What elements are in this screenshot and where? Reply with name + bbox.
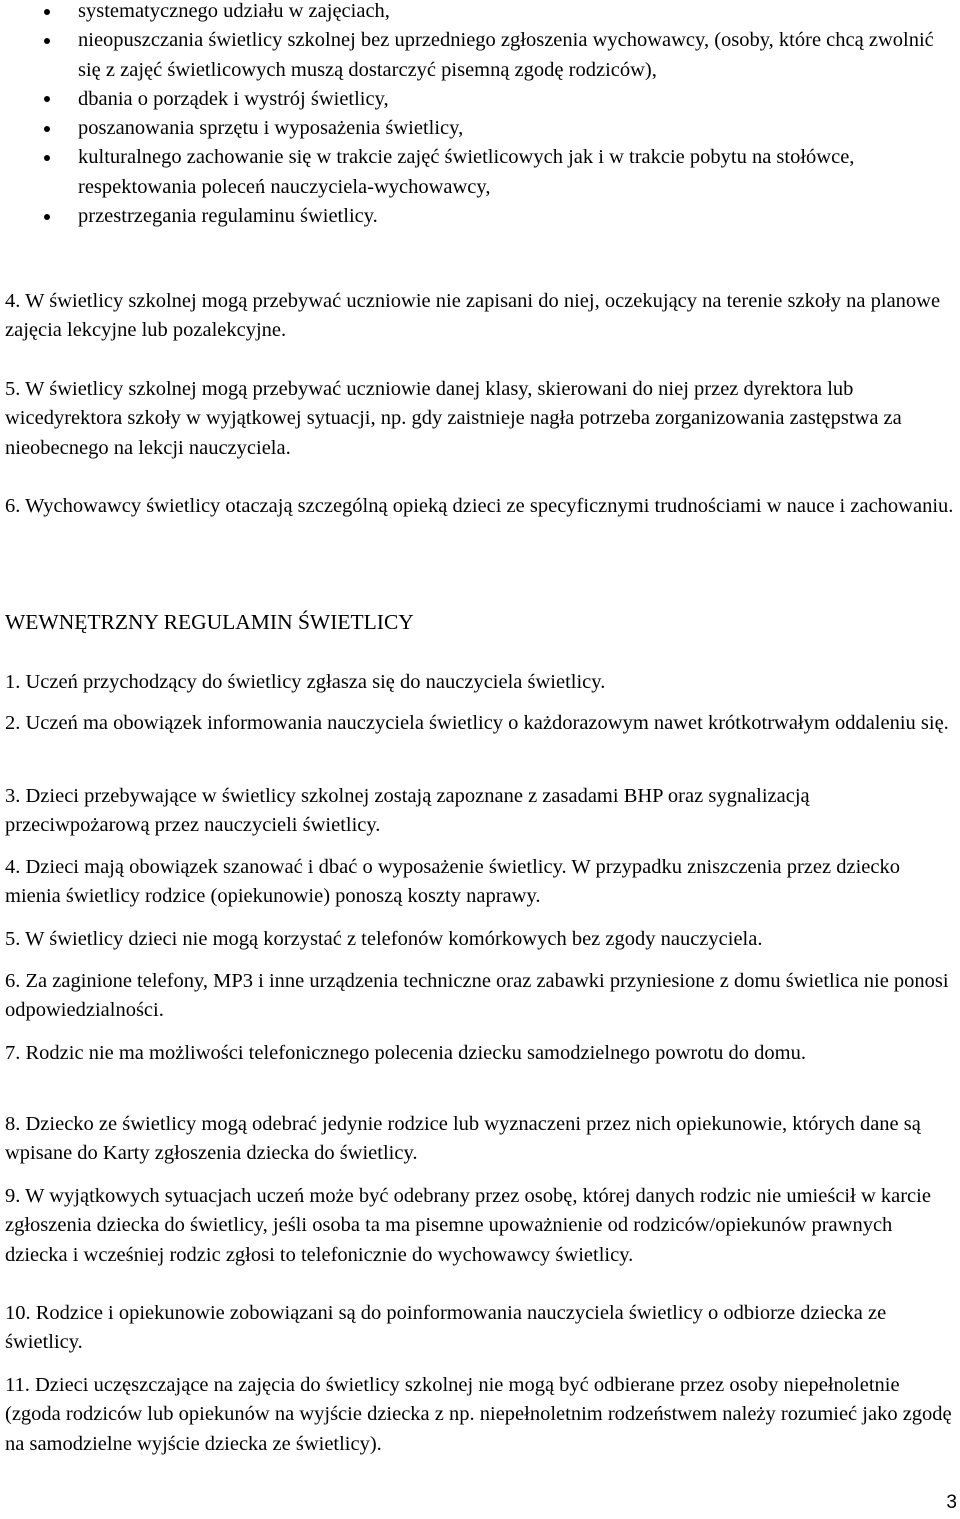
- bullet-item: [0, 202, 960, 231]
- rule-item: 11. Dzieci uczęszczające na zajęcia do świetlicy szkolnej nie mogą być odbierane przez osoby niepełnoletnie (zgoda rodziców lub opiekunów na wyjście dziecka z np. niepełnoletnim rodzeństwem należy rozumieć jako zgodę na samodzielne wyjście dziecka ze świetlicy).: [5, 1374, 952, 1455]
- rule-item: 7. Rodzic nie ma możliwości telefonicznego polecenia dziecku samodzielnego powrotu do domu.: [5, 1042, 806, 1064]
- paragraph-5: 5. W świetlicy szkolnej mogą przebywać uczniowie danej klasy, skierowani do niej przez dyrektora lub wicedyrektora szkoły w wyjątkowej sytuacji, np. gdy zaistnieje nagła potrzeba zorganizowania zastępstwa za nieobecnego na lekcji nauczyciela.: [5, 378, 902, 459]
- obligations-bullet-list: [0, 0, 960, 231]
- bullet-text: systematycznego udziału w zajęciach,: [78, 0, 390, 22]
- rule-item: 2. Uczeń ma obowiązek informowania nauczyciela świetlicy o każdorazowym nawet krótkotrwałym oddaleniu się.: [5, 712, 949, 734]
- paragraph-6: 6. Wychowawcy świetlicy otaczają szczególną opieką dzieci ze specyficznymi trudnościami w nauce i zachowaniu.: [5, 495, 954, 517]
- bullet-dot-icon: [44, 214, 50, 220]
- bullet-item: [0, 143, 960, 202]
- bullet-item: [0, 85, 960, 114]
- bullet-dot-icon: [44, 96, 50, 102]
- page-number: 3: [946, 1492, 957, 1513]
- rule-item: 6. Za zaginione telefony, MP3 i inne urządzenia techniczne oraz zabawki przyniesione z domu świetlica nie ponosi odpowiedzialności.: [5, 970, 949, 1022]
- rule-item: 9. W wyjątkowych sytuacjach uczeń może być odebrany przez osobę, której danych rodzic nie umieścił w karcie zgłoszenia dziecka do świetlicy, jeśli osoba ta ma pisemne upoważnienie od rodziców/opiekunów prawnych dziecka i wcześniej rodzic zgłosi to telefonicznie do wychowawcy świetlicy.: [5, 1185, 931, 1266]
- bullet-dot-icon: [44, 126, 50, 132]
- rule-item: 5. W świetlicy dzieci nie mogą korzystać z telefonów komórkowych bez zgody nauczyciela.: [5, 928, 763, 950]
- bullet-item: [0, 0, 960, 26]
- paragraph-4: 4. W świetlicy szkolnej mogą przebywać uczniowie nie zapisani do niej, oczekujący na terenie szkoły na planowe zajęcia lekcyjne lub pozalekcyjne.: [5, 290, 941, 342]
- rule-item: 3. Dzieci przebywające w świetlicy szkolnej zostają zapoznane z zasadami BHP oraz sygnalizacją przeciwpożarową przez nauczycieli świetlicy.: [5, 785, 810, 837]
- rule-item: 4. Dzieci mają obowiązek szanować i dbać o wyposażenie świetlicy. W przypadku zniszczenia przez dziecko mienia świetlicy rodzice (opiekunowie) ponoszą koszty naprawy.: [5, 856, 900, 908]
- bullet-text: dbania o porządek i wystrój świetlicy,: [78, 87, 389, 110]
- bullet-item: [0, 26, 960, 85]
- bullet-text: poszanowania sprzętu i wyposażenia świetlicy,: [78, 117, 464, 140]
- bullet-text: kulturalnego zachowanie się w trakcie zajęć świetlicowych jak i w trakcie pobytu na stołówce, respektowania poleceń nauczyciela-wychowawcy,: [78, 146, 855, 198]
- bullet-dot-icon: [44, 38, 50, 44]
- bullet-dot-icon: [44, 9, 50, 15]
- rule-item: 8. Dziecko ze świetlicy mogą odebrać jedynie rodzice lub wyznaczeni przez nich opiekunowie, których dane są wpisane do Karty zgłoszenia dziecka do świetlicy.: [5, 1113, 921, 1165]
- bullet-text: nieopuszczania świetlicy szkolnej bez uprzedniego zgłoszenia wychowawcy, (osoby, które chcą zwolnić się z zajęć świetlicowych muszą dostarczyć pisemną zgodę rodziców),: [78, 29, 934, 81]
- section-heading: WEWNĘTRZNY REGULAMIN ŚWIETLICY: [5, 610, 414, 634]
- bullet-dot-icon: [44, 155, 50, 161]
- rule-item: 1. Uczeń przychodzący do świetlicy zgłasza się do nauczyciela świetlicy.: [5, 671, 606, 693]
- bullet-text: przestrzegania regulaminu świetlicy.: [78, 205, 378, 228]
- rule-item: 10. Rodzice i opiekunowie zobowiązani są do poinformowania nauczyciela świetlicy o odbiorze dziecka ze świetlicy.: [5, 1302, 887, 1354]
- bullet-item: [0, 114, 960, 143]
